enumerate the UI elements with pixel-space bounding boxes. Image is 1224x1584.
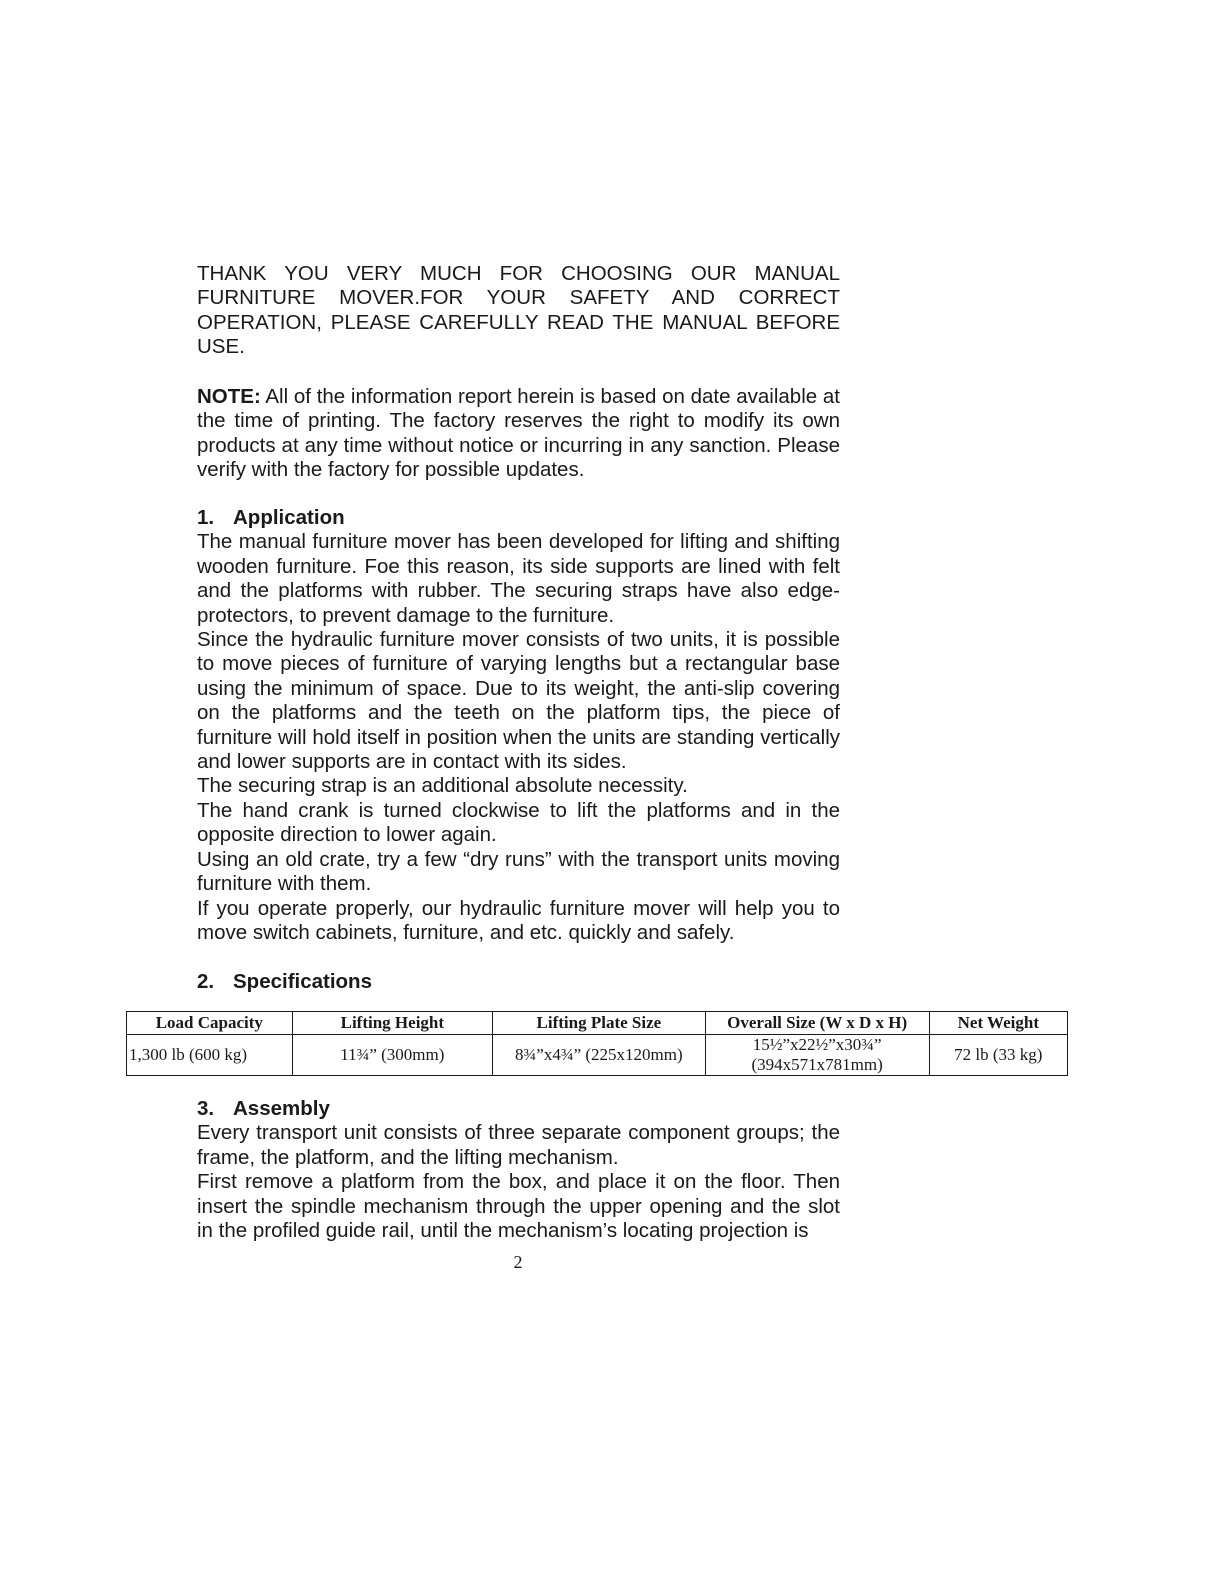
cell-lifting-height: 11¾” (300mm) (292, 1035, 492, 1076)
section-heading: 3. Assembly (197, 1097, 330, 1120)
header-plate-size: Lifting Plate Size (493, 1012, 706, 1035)
header-overall-size: Overall Size (W x D x H) (705, 1012, 929, 1035)
overall-size-metric: (394x571x781mm) (751, 1055, 883, 1074)
specifications-table (126, 1011, 1068, 1076)
section-application (197, 506, 840, 945)
section-assembly (197, 1097, 840, 1243)
cell-overall-size (705, 1035, 929, 1076)
header-net-weight: Net Weight (929, 1012, 1067, 1035)
paragraph: If you operate properly, our hydraulic furniture mover will help you to move switch cabinets, furniture, and etc. quickly and safely. (197, 896, 840, 944)
paragraph: Every transport unit consists of three separate component groups; the frame, the platform, and the lifting mechanism. (197, 1121, 840, 1169)
section-heading: 2. Specifications (197, 970, 372, 993)
page-number: 2 (513, 1252, 523, 1272)
paragraph: The manual furniture mover has been developed for lifting and shifting wooden furniture. Foe this reason, its side supports are lined with felt and the platforms with rubber. The securing straps have also edge-protectors, to prevent damage to the furniture. (197, 530, 840, 627)
cell-plate-size: 8¾”x4¾” (225x120mm) (493, 1035, 706, 1076)
paragraph: Since the hydraulic furniture mover consists of two units, it is possible to move pieces of furniture of varying lengths but a rectangular base using the minimum of space. Due to its weight, the anti-slip covering on the platforms and the teeth on the platform tips, the piece of furniture will hold itself in position when the units are standing vertically and lower supports are in contact with its sides. (197, 628, 840, 774)
section-specifications (197, 970, 840, 994)
overall-size-imperial: 15½”x22½”x30¾” (752, 1035, 882, 1054)
paragraph: The hand crank is turned clockwise to lift the platforms and in the opposite direction to lower again. (197, 798, 840, 847)
header-load-capacity: Load Capacity (127, 1012, 293, 1035)
paragraph: The securing strap is an additional absolute necessity. (197, 774, 688, 798)
note-text: All of the information report herein is based on date available at the time of printing. The factory reserves the right to modify its own products at any time without notice or incurring in any sanction. Please verify with the factory for possible updates. (197, 385, 840, 482)
note-label: NOTE: (197, 385, 261, 408)
intro-block (197, 262, 840, 360)
cell-load-capacity: 1,300 lb (600 kg) (127, 1035, 293, 1076)
paragraph: First remove a platform from the box, and place it on the floor. Then insert the spindle mechanism through the upper opening and the slot in the profiled guide rail, until the mechanism’s locating projection is (197, 1170, 840, 1243)
section-heading: 1. Application (197, 506, 345, 529)
intro-text: THANK YOU VERY MUCH FOR CHOOSING OUR MANUAL FURNITURE MOVER.FOR YOUR SAFETY AND CORRECT OPERATION, PLEASE CAREFULLY READ THE MANUAL BEFORE USE. (197, 262, 840, 359)
cell-net-weight: 72 lb (33 kg) (929, 1035, 1067, 1076)
table-row (127, 1035, 1068, 1076)
paragraph: Using an old crate, try a few “dry runs” with the transport units moving furniture with them. (197, 847, 840, 896)
table-header-row (127, 1012, 1068, 1035)
note-block (197, 385, 840, 483)
header-lifting-height: Lifting Height (292, 1012, 492, 1035)
